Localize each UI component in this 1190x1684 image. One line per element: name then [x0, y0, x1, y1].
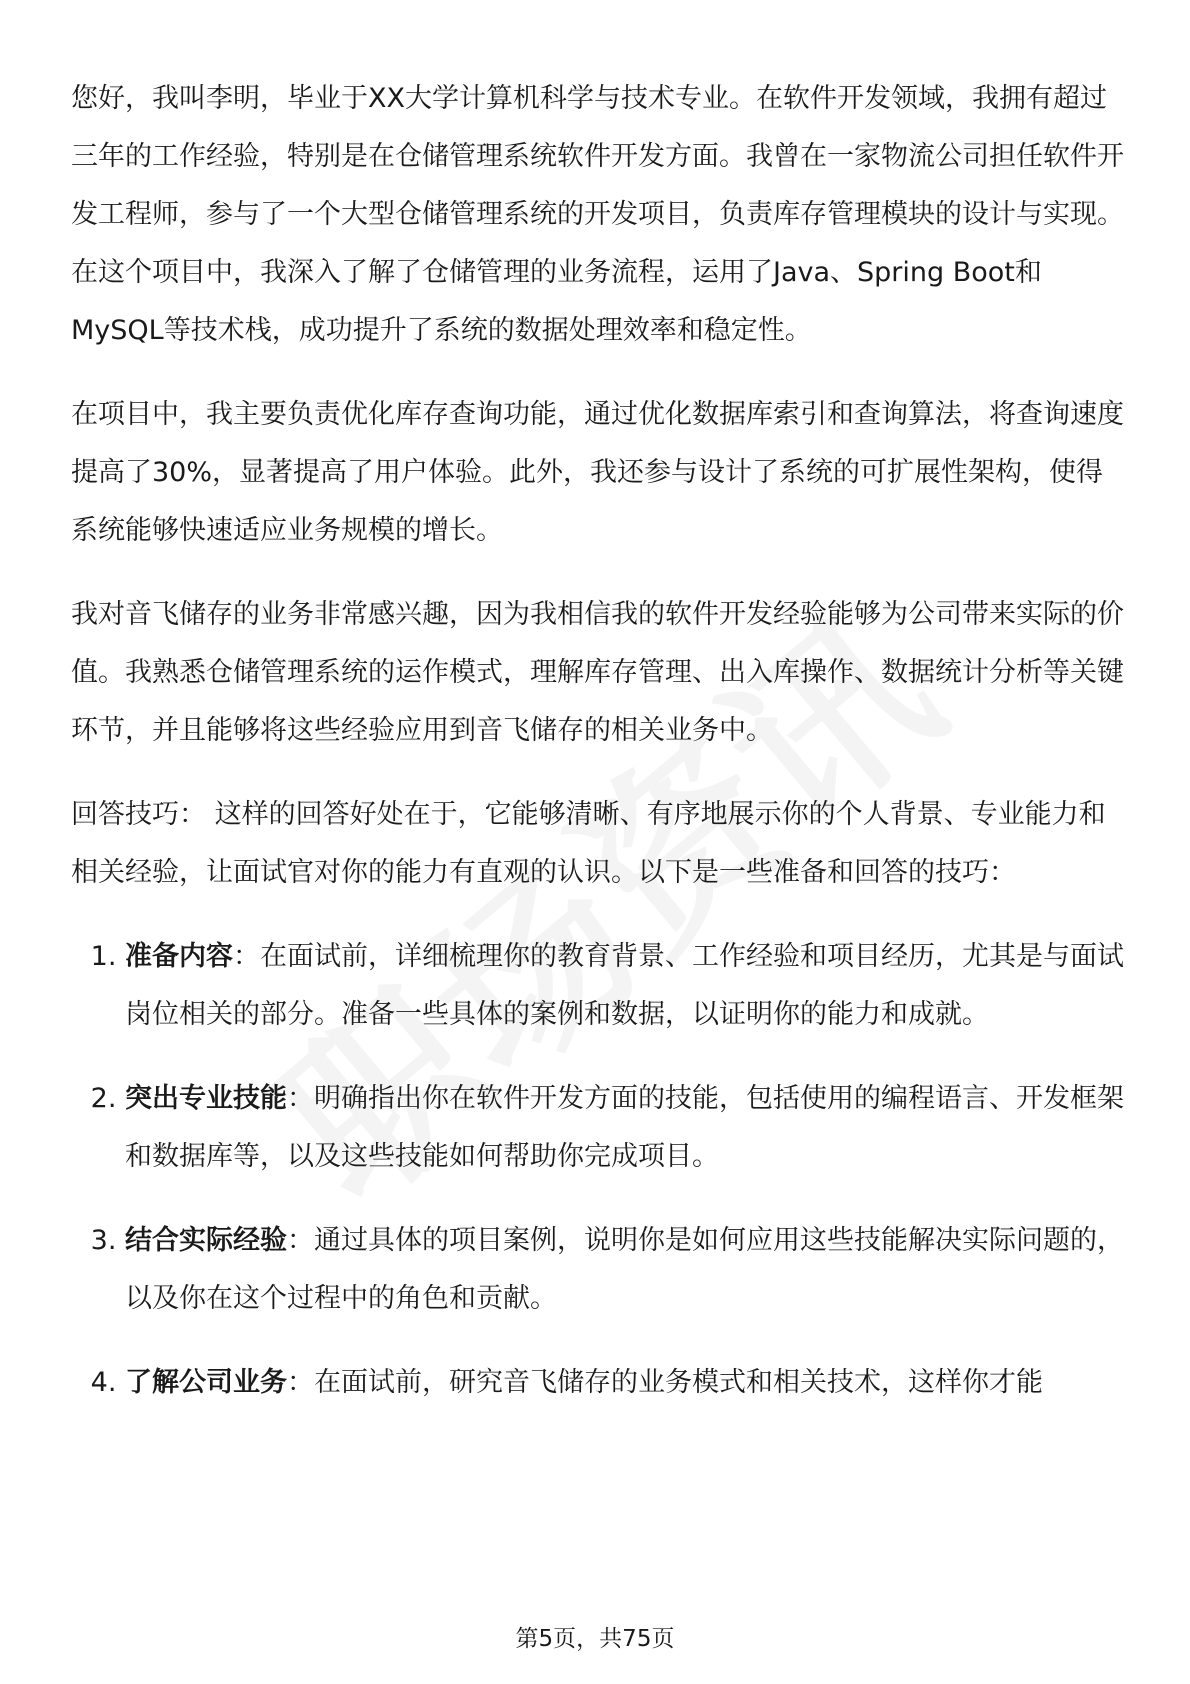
project-paragraph: 在项目中，我主要负责优化库存查询功能，通过优化数据库索引和查询算法，将查询速度提高了30%，显著提高了用户体验。此外，我还参与设计了系统的可扩展性架构，使得系统能够快速适应业务规模的增长。: [71, 399, 1124, 546]
document-body: [71, 70, 1127, 1438]
list-item: [125, 928, 1127, 1044]
tip-title: 突出专业技能: [125, 1083, 287, 1114]
page-number: 第5页，共75页: [515, 1626, 675, 1652]
tip-title: 结合实际经验: [125, 1225, 287, 1256]
tip-text: ：在面试前，详细梳理你的教育背景、工作经验和项目经历，尤其是与面试岗位相关的部分。准备一些具体的案例和数据，以证明你的能力和成就。: [125, 941, 1124, 1030]
intro-paragraph: 您好，我叫李明，毕业于XX大学计算机科学与技术专业。在软件开发领域，我拥有超过三年的工作经验，特别是在仓储管理系统软件开发方面。我曾在一家物流公司担任软件开发工程师，参与了一个大型仓储管理系统的开发项目，负责库存管理模块的设计与实现。在这个项目中，我深入了解了仓储管理的业务流程，运用了Java、Spring Boot和MySQL等技术栈，成功提升了系统的数据处理效率和稳定性。: [71, 83, 1124, 346]
tip-text: ：在面试前，研究音飞储存的业务模式和相关技术，这样你才能: [287, 1367, 1043, 1398]
tips-list: [71, 928, 1127, 1412]
tip-text: ：通过具体的项目案例，说明你是如何应用这些技能解决实际问题的，以及你在这个过程中的角色和贡献。: [125, 1225, 1124, 1314]
list-item: [125, 1070, 1127, 1186]
tip-title: 准备内容: [125, 941, 233, 972]
tips-intro-paragraph: 回答技巧： 这样的回答好处在于，它能够清晰、有序地展示你的个人背景、专业能力和相关经验，让面试官对你的能力有直观的认识。以下是一些准备和回答的技巧：: [71, 799, 1106, 888]
tip-title: 了解公司业务: [125, 1367, 287, 1398]
interest-paragraph: 我对音飞储存的业务非常感兴趣，因为我相信我的软件开发经验能够为公司带来实际的价值。我熟悉仓储管理系统的运作模式，理解库存管理、出入库操作、数据统计分析等关键环节，并且能够将这些经验应用到音飞储存的相关业务中。: [71, 599, 1124, 746]
list-item: [125, 1212, 1127, 1328]
tip-text: ：明确指出你在软件开发方面的技能，包括使用的编程语言、开发框架和数据库等，以及这些技能如何帮助你完成项目。: [125, 1083, 1124, 1172]
list-item: [125, 1354, 1127, 1412]
